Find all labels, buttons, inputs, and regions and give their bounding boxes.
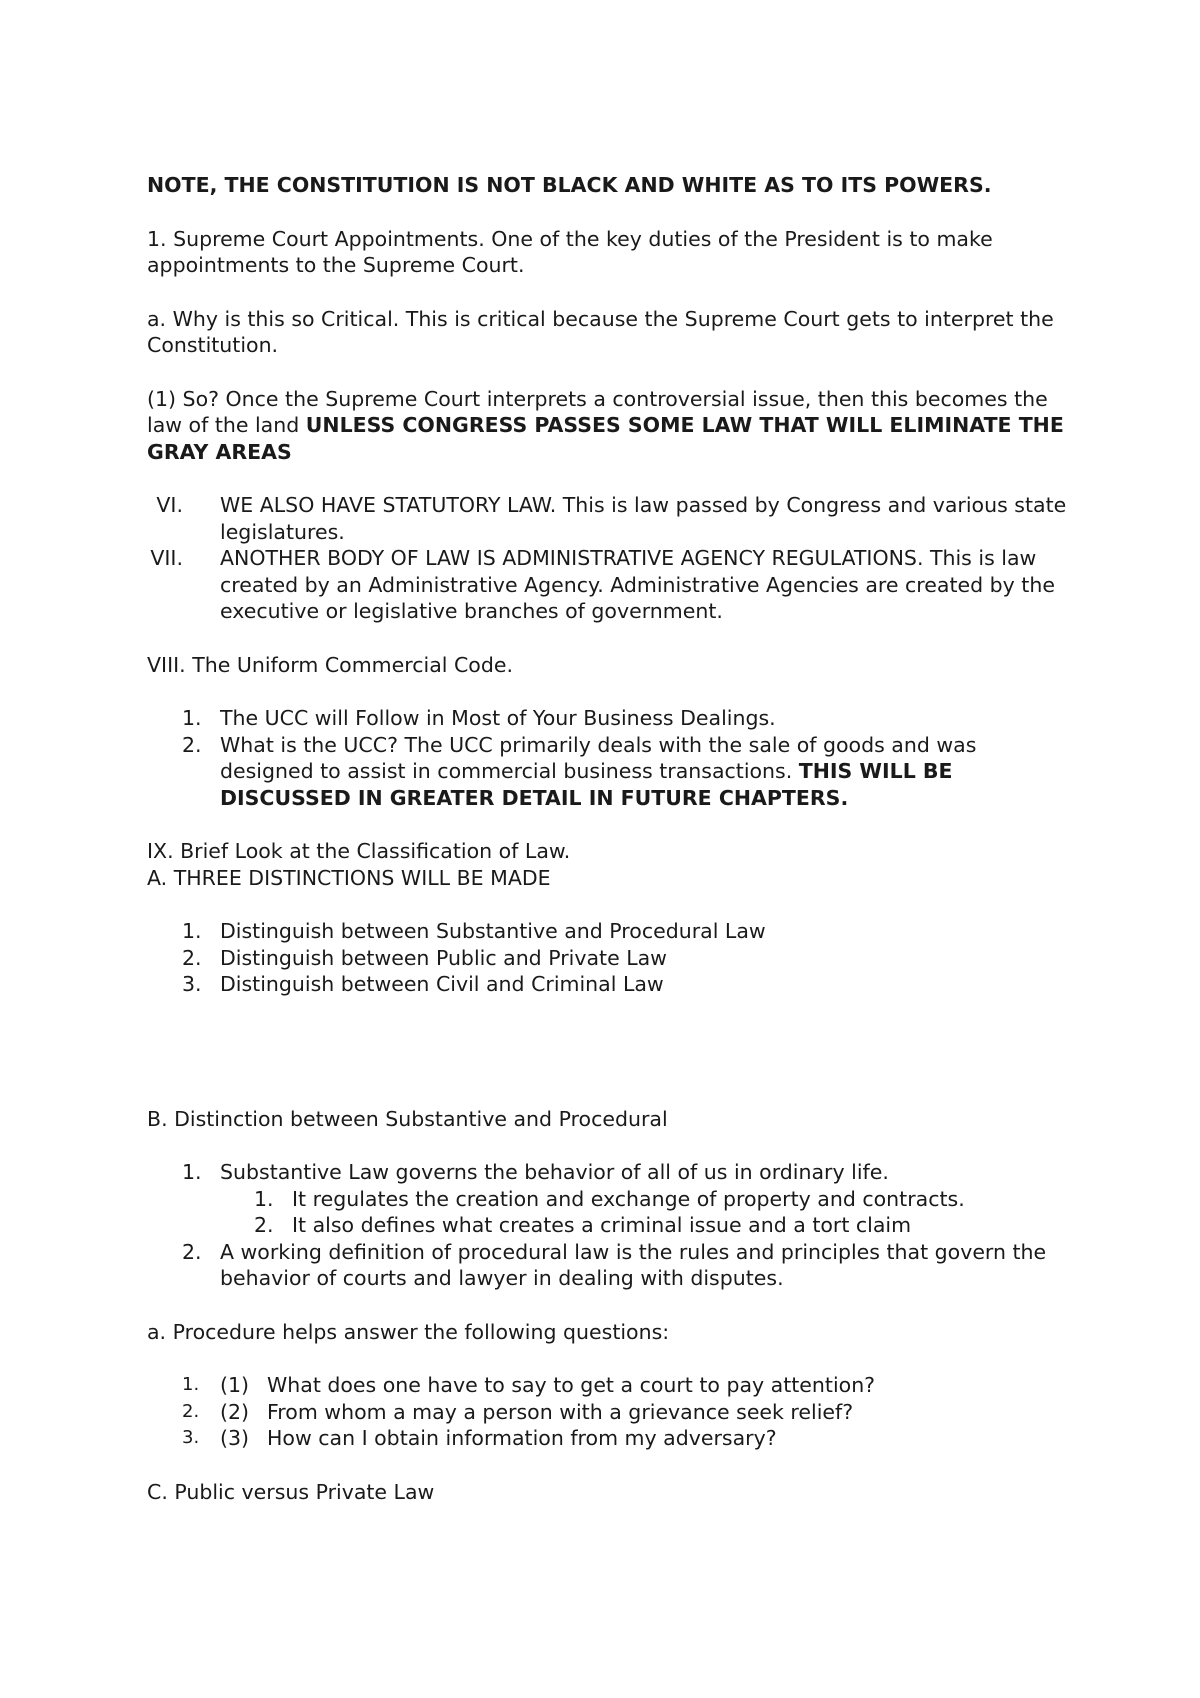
roman-number: VII.: [150, 546, 183, 570]
roman-text: ANOTHER BODY OF LAW IS ADMINISTRATIVE AGENCY REGULATIONS. This is law created by an Administrative Agency. Administrative Agencies are created by the executive or legislative branches of government.: [220, 546, 1055, 623]
question-label: (3): [220, 1426, 250, 1450]
roman-number: VI.: [156, 493, 183, 517]
list-item: [147, 1399, 1067, 1426]
ix-subheading: A. THREE DISTINCTIONS WILL BE MADE: [147, 865, 551, 890]
question-label: (2): [220, 1399, 250, 1424]
list-text-bold: THIS WILL BE DISCUSSED IN GREATER DETAIL IN FUTURE CHAPTERS.: [220, 759, 953, 810]
list-number: 1.: [182, 1160, 202, 1184]
paragraph-so-bold: UNLESS CONGRESS PASSES SOME LAW THAT WILL ELIMINATE THE GRAY AREAS: [147, 413, 1064, 464]
list-item: [147, 1212, 1067, 1239]
list-number: 1.: [182, 706, 202, 730]
list-number: 2.: [182, 945, 202, 970]
list-number: 3.: [182, 1427, 200, 1448]
blank-space: [147, 1025, 1067, 1106]
list-text: Substantive Law governs the behavior of all of us in ordinary life.: [220, 1160, 889, 1184]
list-item: [147, 945, 1067, 972]
list-number: 2.: [182, 732, 202, 757]
roman-text: WE ALSO HAVE STATUTORY LAW. This is law passed by Congress and various state legislatures.: [220, 493, 1067, 544]
ucc-list: [147, 705, 1067, 811]
list-text: A working definition of procedural law is the rules and principles that govern the behavior of courts and lawyer in dealing with disputes.: [220, 1239, 1047, 1290]
list-item: [147, 732, 1067, 812]
list-item: [147, 1372, 1067, 1399]
list-text: It regulates the creation and exchange of property and contracts.: [292, 1186, 965, 1211]
list-text: The UCC will Follow in Most of Your Business Dealings.: [220, 706, 776, 730]
questions-list: [147, 1372, 1067, 1452]
paragraph-why-critical: a. Why is this so Critical. This is critical because the Supreme Court gets to interpret the Constitution.: [147, 306, 1054, 357]
list-item: [147, 705, 1067, 732]
list-number: 2.: [182, 1400, 200, 1422]
heading: NOTE, THE CONSTITUTION IS NOT BLACK AND WHITE AS TO ITS POWERS.: [147, 173, 992, 197]
ix-heading: IX. Brief Look at the Classification of Law.: [147, 839, 571, 863]
list-text: Distinguish between Civil and Criminal Law: [220, 972, 664, 996]
list-text: What is the UCC? The UCC primarily deals with the sale of goods and was designed to assist in commercial business transactions.: [220, 732, 977, 783]
document-page: [147, 172, 1067, 1532]
list-item: [147, 1186, 1067, 1213]
procedural-list: [147, 1239, 1067, 1292]
question-label: (1): [220, 1373, 250, 1397]
c-heading: C. Public versus Private Law: [147, 1479, 435, 1504]
list-number: 1.: [182, 1374, 200, 1395]
list-number: 2.: [182, 1239, 202, 1264]
roman-list: [147, 492, 1067, 625]
list-number: 3.: [182, 972, 202, 996]
list-number: 2.: [254, 1213, 274, 1237]
substantive-list: [147, 1159, 1067, 1186]
list-text: Distinguish between Substantive and Procedural Law: [220, 919, 766, 943]
question-text: From whom a may a person with a grievance seek relief?: [267, 1399, 854, 1424]
list-item: [147, 1425, 1067, 1452]
roman-item-vi: [147, 492, 1067, 545]
list-text: Distinguish between Public and Private Law: [220, 945, 667, 970]
list-item: [147, 971, 1067, 998]
substantive-sublist: [147, 1186, 1067, 1239]
roman-item-vii: [147, 545, 1067, 625]
list-item: [147, 918, 1067, 945]
paragraph-supreme-court-appointments: 1. Supreme Court Appointments. One of the key duties of the President is to make appointments to the Supreme Court.: [147, 226, 993, 277]
list-number: 1.: [182, 919, 202, 943]
paragraph-so: [147, 386, 1067, 466]
question-text: What does one have to say to get a court to pay attention?: [267, 1373, 876, 1397]
list-item: [147, 1159, 1067, 1186]
list-text: It also defines what creates a criminal issue and a tort claim: [292, 1213, 912, 1237]
procedure-intro: a. Procedure helps answer the following questions:: [147, 1319, 670, 1344]
ucc-heading: VIII. The Uniform Commercial Code.: [147, 652, 513, 677]
distinctions-list: [147, 918, 1067, 998]
b-heading: B. Distinction between Substantive and Procedural: [147, 1106, 668, 1131]
list-number: 1.: [254, 1186, 274, 1211]
question-text: How can I obtain information from my adversary?: [267, 1426, 777, 1450]
list-item: [147, 1239, 1067, 1292]
paragraph-so-text: (1) So? Once the Supreme Court interprets a controversial issue, then this becomes the law of the land: [147, 386, 1048, 437]
